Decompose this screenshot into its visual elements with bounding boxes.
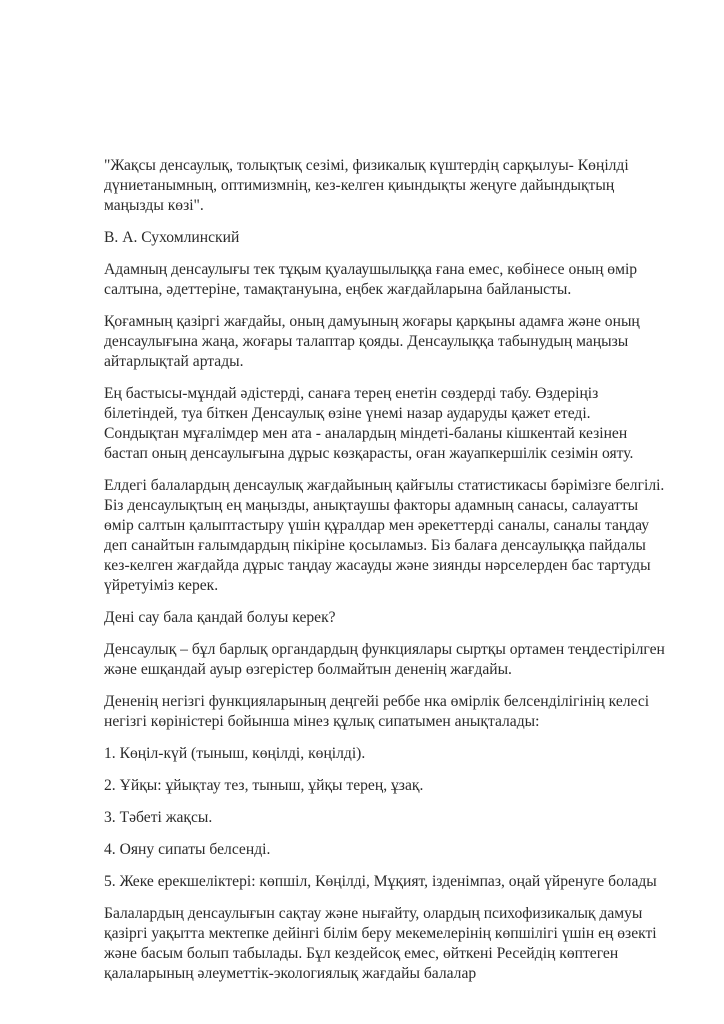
- document-body: [104, 156, 666, 996]
- paragraph: Ең бастысы-мұндай әдістерді, санаға терең енетін сөздерді табу. Өздеріңіз білетіндей, туа біткен Денсаулық өзіне үнемі назар аударуды қажет етеді. Сондықтан мұғалімдер мен ата - аналардың міндеті-баланы кішкентай кезінен бастап оның денсаулығына дұрыс көзқарасты, оған жауапкершілік сезімін ояту.: [104, 385, 634, 462]
- paragraph: Денсаулық – бұл барлық органдардың функциялары сыртқы ортамен теңдестірілген және ешқандай ауыр өзгерістер болмайтын дененің жағдайы.: [104, 641, 665, 678]
- list-item: 4. Ояну сипаты белсенді.: [104, 841, 271, 858]
- epigraph-author: В. А. Сухомлинский: [104, 229, 240, 246]
- list-item: 1. Көңіл-күй (тыныш, көңілді, көңілді).: [104, 745, 366, 762]
- paragraph: Дененің негізгі функцияларының деңгейі реббе нка өмірлік белсенділігінің келесі негізгі көріністері бойынша мінез құлық сипатымен анықталады:: [104, 693, 650, 730]
- paragraph: Қоғамның қазіргі жағдайы, оның дамуының жоғары қарқыны адамға және оның денсаулығына жаңа, жоғары талаптар қояды. Денсаулыққа табынудың маңызы айтарлықтай артады.: [104, 313, 640, 370]
- list-item: 3. Тәбеті жақсы.: [104, 809, 213, 826]
- list-item: 2. Ұйқы: ұйықтау тез, тыныш, ұйқы терең, ұзақ.: [104, 777, 424, 794]
- paragraph: Адамның денсаулығы тек тұқым қуалаушылыққа ғана емес, көбінесе оның өмір салтына, әдеттеріне, тамақтануына, еңбек жағдайларына байланысты.: [104, 261, 638, 298]
- question-line: Дені сау бала қандай болуы керек?: [104, 609, 336, 626]
- list-item: 5. Жеке ерекшеліктері: көпшіл, Көңілді, Мұқият, ізденімпаз, оңай үйренуге болады: [104, 873, 657, 890]
- epigraph-quote: "Жақсы денсаулық, толықтық сезімі, физикалық күштердің сарқылуы- Көңілді дүниетанымның, оптимизмнің, кез-келген қиындықты жеңуге дайындықтың маңызды көзі".: [104, 157, 629, 214]
- paragraph: Балалардың денсаулығын сақтау және нығайту, олардың психофизикалық дамуы қазіргі уақытта мектепке дейінгі білім беру мекемелерінің көпшілігі үшін ең өзекті және басым болып табылады. Бұл кездейсоқ емес, өйткені Ресейдің көптеген қалаларының әлеуметтік-экологиялық жағдайы балалар: [104, 905, 657, 982]
- paragraph: Елдегі балалардың денсаулық жағдайының қайғылы статистикасы бәрімізге белгілі. Біз денсаулықтың ең маңызды, анықтаушы факторы адамның санасы, салауатты өмір салтын қалыптастыру үшін құралдар мен әрекеттерді саналы, саналы таңдау деп санайтын ғалымдардың пікіріне қосыламыз. Біз балаға денсаулыққа пайдалы кез-келген жағдайда дұрыс таңдау жасауды және зиянды нәрселерден бас тартуды үйретуіміз керек.: [104, 477, 665, 594]
